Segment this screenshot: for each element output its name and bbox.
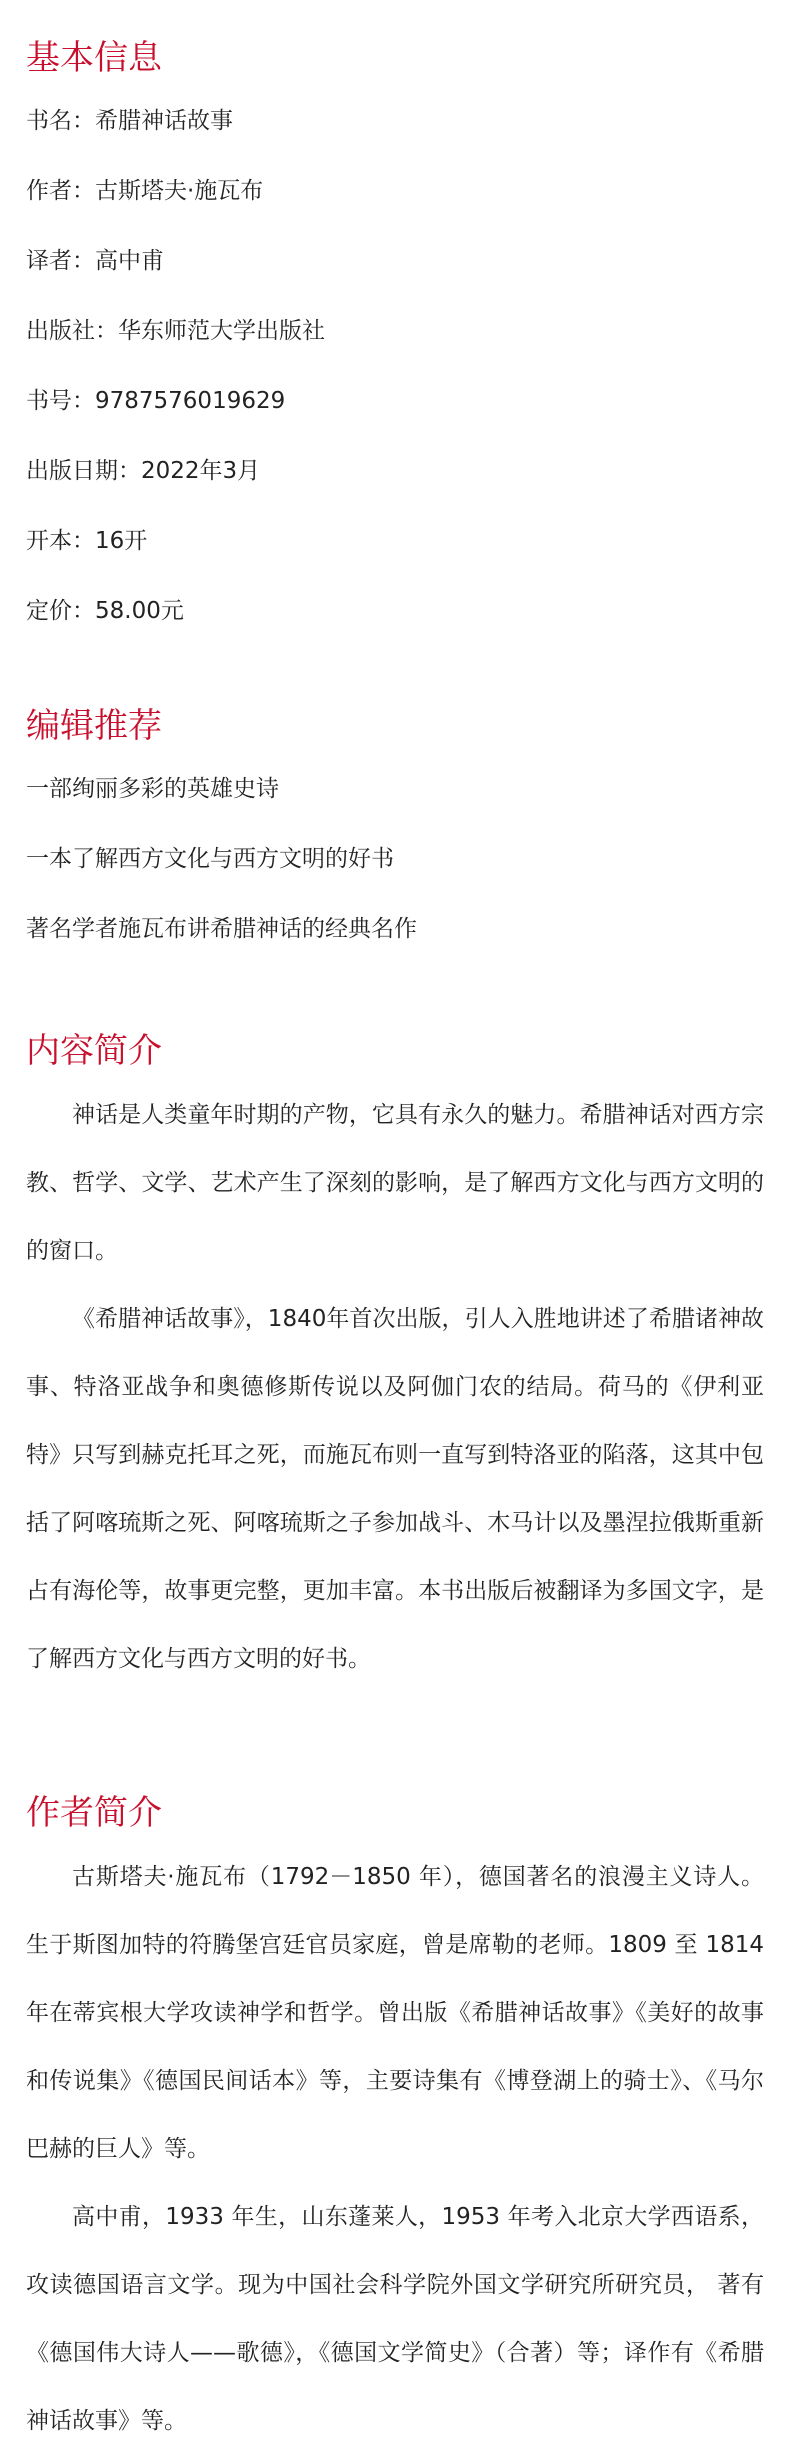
translator-intro-paragraph: 高中甫，1933 年生，山东蓬莱人，1953 年考入北京大学西语系，攻读德国语言文学。现为中国社会科学院外国文学研究所研究员， 著有《德国伟大诗人——歌德》，《德国文学简史》（合著）等；译作有《希腊神话故事》等。 — [26, 2204, 764, 2434]
basic-info-title: 基本信息 — [26, 38, 162, 78]
info-price: 定价：58.00元 — [26, 598, 184, 624]
author-intro-title: 作者简介 — [26, 1793, 162, 1833]
editor-recommend-list — [26, 773, 764, 945]
recommend-item: 一本了解西方文化与西方文明的好书 — [26, 846, 394, 872]
recommend-item: 著名学者施瓦布讲希腊神话的经典名作 — [26, 916, 417, 942]
info-isbn: 书号：9787576019629 — [26, 388, 286, 414]
author-intro-body — [26, 1843, 764, 2455]
recommend-item: 一部绚丽多彩的英雄史诗 — [26, 776, 279, 802]
info-book-name: 书名：希腊神话故事 — [26, 108, 233, 134]
info-author: 作者：古斯塔夫·施瓦布 — [26, 178, 264, 204]
content-intro-paragraph: 《希腊神话故事》，1840年首次出版，引人入胜地讲述了希腊诸神故事、特洛亚战争和奥德修斯传说以及阿伽门农的结局。荷马的《伊利亚特》只写到赫克托耳之死，而施瓦布则一直写到特洛亚的陷落，这其中包括了阿喀琉斯之死、阿喀琉斯之子参加战斗、木马计以及墨涅拉俄斯重新占有海伦等，故事更完整，更加丰富。本书出版后被翻译为多国文字，是了解西方文化与西方文明的好书。 — [26, 1306, 764, 1672]
author-intro-paragraph: 古斯塔夫·施瓦布（1792－1850 年），德国著名的浪漫主义诗人。生于斯图加特的符腾堡宫廷官员家庭，曾是席勒的老师。1809 至 1814 年在蒂宾根大学攻读神学和哲学。曾出版《希腊神话故事》《美好的故事和传说集》《德国民间话本》等，主要诗集有《博登湖上的骑士》、《马尔巴赫的巨人》等。 — [26, 1864, 764, 2162]
content-intro-section — [26, 1029, 764, 1693]
content-intro-title: 内容简介 — [26, 1031, 162, 1071]
info-publish-date: 出版日期：2022年3月 — [26, 458, 261, 484]
editor-recommend-title: 编辑推荐 — [26, 706, 162, 746]
basic-info-list — [26, 105, 764, 627]
content-intro-body — [26, 1081, 764, 1693]
basic-info-section — [26, 36, 764, 627]
info-translator: 译者：高中甫 — [26, 248, 164, 274]
author-intro-section — [26, 1791, 764, 2455]
info-publisher: 出版社：华东师范大学出版社 — [26, 318, 325, 344]
info-format: 开本：16开 — [26, 528, 148, 554]
editor-recommend-section — [26, 704, 764, 945]
content-intro-paragraph: 神话是人类童年时期的产物，它具有永久的魅力。希腊神话对西方宗教、哲学、文学、艺术产生了深刻的影响，是了解西方文化与西方文明的的窗口。 — [26, 1102, 764, 1264]
